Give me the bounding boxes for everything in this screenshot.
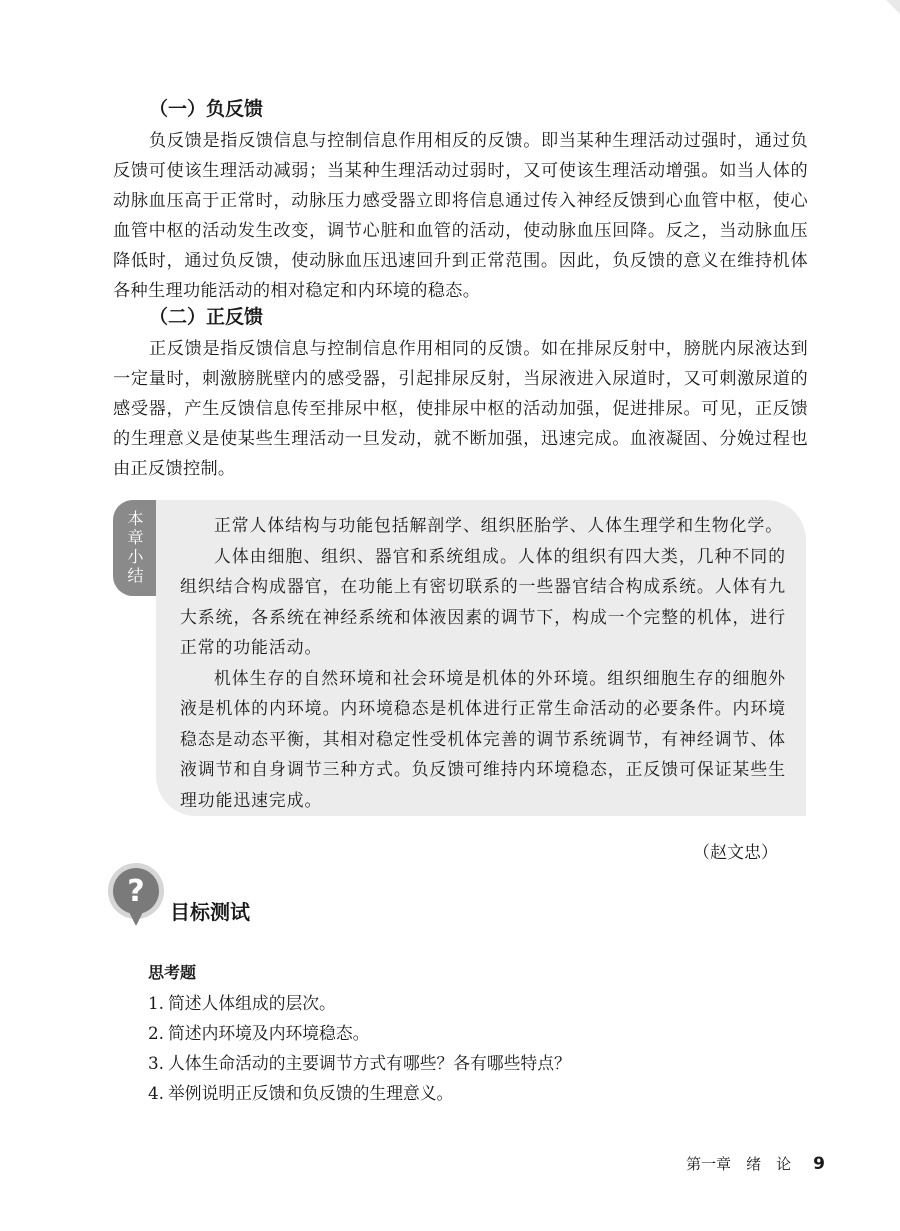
chapter-summary-tab-label: 本章小结: [125, 510, 144, 586]
question-item: [148, 1078, 748, 1108]
question-list: [148, 988, 748, 1108]
section-positive-feedback: [113, 300, 808, 484]
section-negative-feedback: [113, 92, 808, 306]
page-corner-mark: [886, 0, 900, 14]
summary-paragraph: 机体生存的自然环境和社会环境是机体的外环境。组织细胞生存的细胞外液是机体的内环境。内环境稳态是机体进行正常生命活动的必要条件。内环境稳态是动态平衡，其相对稳定性受机体完善的调节系统调节，有神经调节、体液调节和自身调节三种方式。负反馈可维持内环境稳态，正反馈可保证某些生理功能迅速完成。: [180, 667, 786, 810]
section-paragraph: 负反馈是指反馈信息与控制信息作用相反的反馈。即当某种生理活动过强时，通过负反馈可使该生理活动减弱；当某种生理活动过弱时，又可使该生理活动增强。如当人体的动脉血压高于正常时，动脉压力感受器立即将信息通过传入神经反馈到心血管中枢，使心血管中枢的活动发生改变，调节心脏和血管的活动，使动脉血压回降。反之，当动脉血压降低时，通过负反馈，使动脉血压迅速回升到正常范围。因此，负反馈的意义在维持机体各种生理功能活动的相对稳定和内环境的稳态。: [113, 131, 808, 301]
question-number: 1.: [148, 993, 165, 1013]
question-text: 简述人体组成的层次。: [168, 993, 336, 1013]
question-item: [148, 1048, 748, 1078]
author-credit: （赵文忠）: [693, 843, 778, 863]
summary-paragraph: 正常人体结构与功能包括解剖学、组织胚胎学、人体生理学和生物化学。: [214, 515, 784, 535]
question-mark-icon: ?: [113, 868, 159, 914]
question-item: [148, 1018, 748, 1048]
chapter-name: 第一章 绪 论: [686, 1155, 792, 1173]
page-number: 9: [813, 1154, 825, 1174]
section-heading: （一）负反馈: [149, 98, 264, 120]
question-subheading: 思考题: [148, 963, 197, 982]
question-number: 2.: [148, 1023, 165, 1043]
question-text: 简述内环境及内环境稳态。: [168, 1023, 370, 1043]
chapter-summary-tab: [113, 500, 156, 596]
question-text: 人体生命活动的主要调节方式有哪些？各有哪些特点？: [168, 1053, 571, 1073]
target-test-title: 目标测试: [170, 900, 250, 924]
question-number: 4.: [148, 1083, 165, 1103]
section-heading: （二）正反馈: [149, 306, 264, 328]
question-section: [148, 958, 748, 1108]
page-footer: [686, 1153, 825, 1174]
question-item: [148, 988, 748, 1018]
question-text: 举例说明正反馈和负反馈的生理意义。: [168, 1083, 454, 1103]
summary-paragraph: 人体由细胞、组织、器官和系统组成。人体的组织有四大类，几种不同的组织结合构成器官，在功能上有密切联系的一些器官结合构成系统。人体有九大系统，各系统在神经系统和体液因素的调节下，构成一个完整的机体，进行正常的功能活动。: [180, 545, 786, 657]
question-number: 3.: [148, 1053, 165, 1073]
chapter-summary-text: [180, 510, 786, 815]
section-paragraph: 正反馈是指反馈信息与控制信息作用相同的反馈。如在排尿反射中，膀胱内尿液达到一定量时，刺激膀胱壁内的感受器，引起排尿反射，当尿液进入尿道时，又可刺激尿道的感受器，产生反馈信息传至排尿中枢，使排尿中枢的活动加强，促进排尿。可见，正反馈的生理意义是使某些生理活动一旦发动，就不断加强，迅速完成。血液凝固、分娩过程也由正反馈控制。: [113, 339, 808, 479]
